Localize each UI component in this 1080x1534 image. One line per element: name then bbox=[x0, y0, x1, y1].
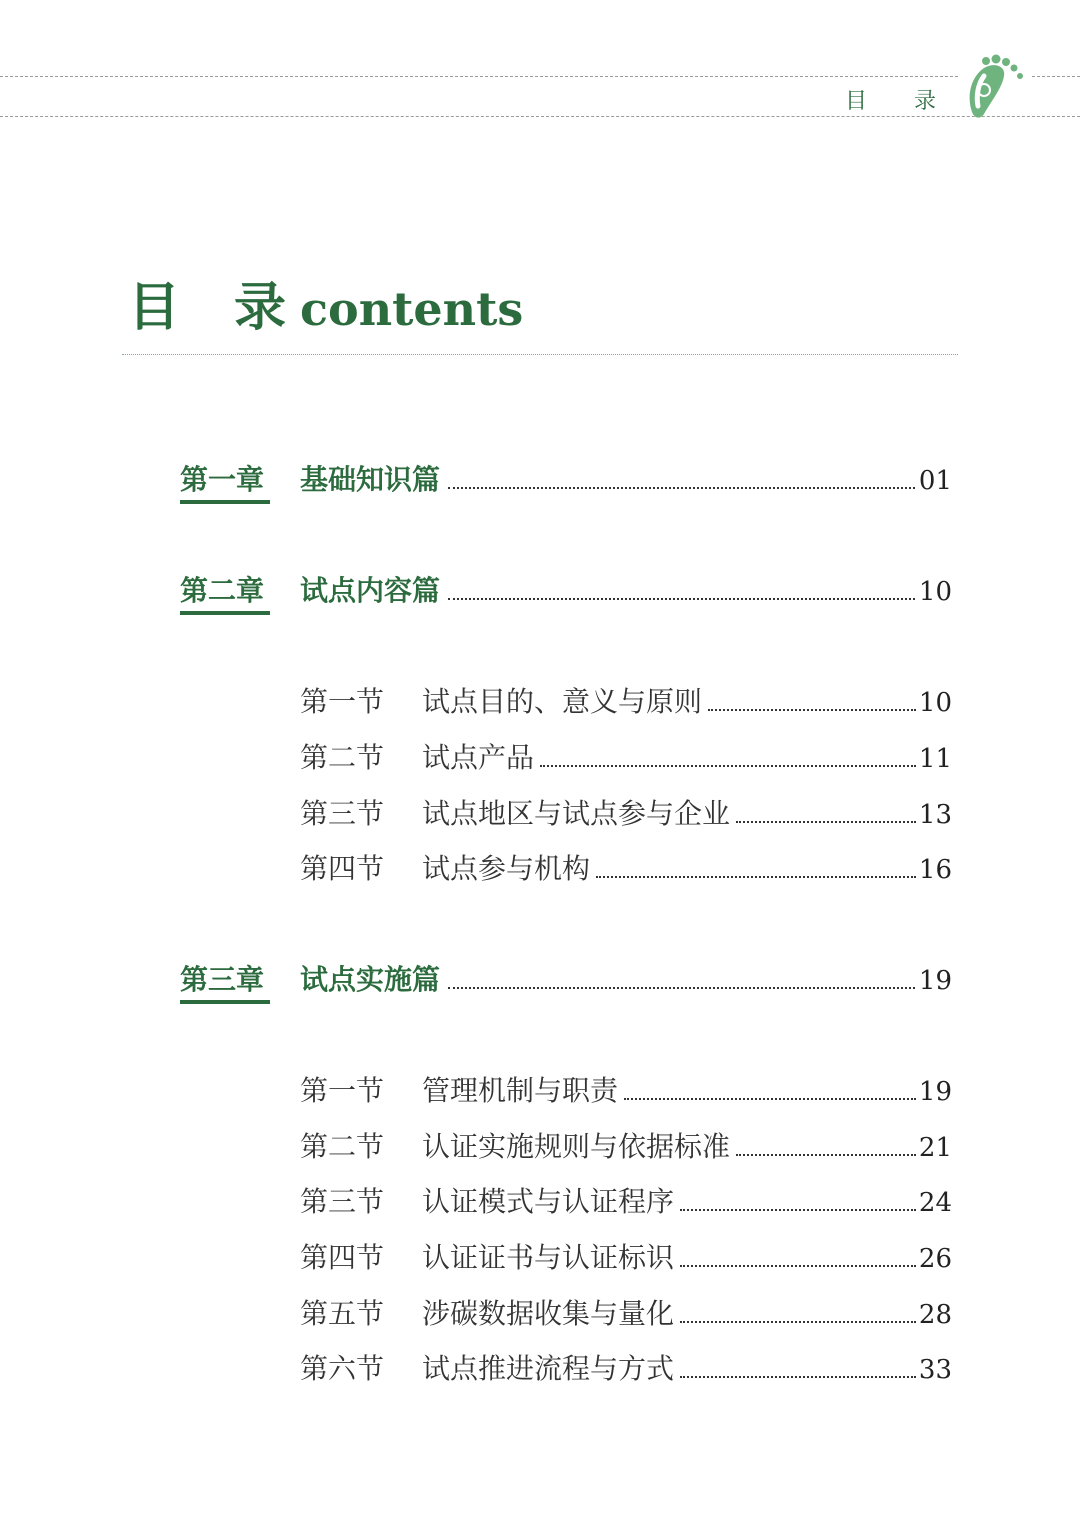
toc-chapter-2[interactable] bbox=[180, 569, 952, 609]
toc-section[interactable] bbox=[300, 680, 952, 720]
section-label: 第一节 bbox=[300, 685, 385, 718]
dot-leader bbox=[540, 765, 916, 767]
section-page: 13 bbox=[918, 800, 952, 830]
header-label: 目 录 bbox=[845, 89, 956, 114]
section-page: 10 bbox=[918, 688, 952, 718]
dot-leader bbox=[708, 709, 916, 711]
chapter-page: 10 bbox=[918, 577, 952, 607]
section-page: 28 bbox=[918, 1300, 952, 1330]
chapter-title: 试点实施篇 bbox=[300, 963, 441, 996]
footprint-logo-icon bbox=[962, 54, 1028, 124]
header-rule-bottom bbox=[0, 116, 1080, 117]
section-label: 第六节 bbox=[300, 1352, 385, 1385]
section-label: 第二节 bbox=[300, 1130, 385, 1163]
section-title: 试点参与机构 bbox=[422, 852, 591, 885]
dot-leader bbox=[736, 1154, 916, 1156]
chapter-page: 19 bbox=[918, 966, 952, 996]
section-label: 第二节 bbox=[300, 741, 385, 774]
title-part-2: 录 bbox=[234, 277, 287, 338]
dot-leader bbox=[448, 487, 915, 489]
section-label: 第一节 bbox=[300, 1074, 385, 1107]
title-part-1: 目 bbox=[128, 277, 181, 338]
dot-leader bbox=[680, 1265, 916, 1267]
section-title: 涉碳数据收集与量化 bbox=[422, 1297, 675, 1330]
dot-leader bbox=[596, 876, 916, 878]
toc-section[interactable] bbox=[300, 1292, 952, 1332]
section-title: 试点产品 bbox=[422, 741, 535, 774]
toc-section[interactable] bbox=[300, 1069, 952, 1109]
chapter-title: 基础知识篇 bbox=[300, 463, 441, 496]
chapter-label: 第二章 bbox=[180, 569, 300, 609]
toc-section[interactable] bbox=[300, 1180, 952, 1220]
section-label: 第三节 bbox=[300, 797, 385, 830]
chapter-title: 试点内容篇 bbox=[300, 574, 441, 607]
chapter-page: 01 bbox=[918, 466, 952, 496]
toc-chapter-3[interactable] bbox=[180, 958, 952, 998]
section-label: 第四节 bbox=[300, 852, 385, 885]
section-title: 认证实施规则与依据标准 bbox=[422, 1130, 731, 1163]
section-title: 试点推进流程与方式 bbox=[422, 1352, 675, 1385]
page-title bbox=[128, 277, 524, 338]
section-label: 第三节 bbox=[300, 1185, 385, 1218]
section-page: 24 bbox=[918, 1188, 952, 1218]
section-page: 19 bbox=[918, 1077, 952, 1107]
dot-leader bbox=[448, 598, 915, 600]
toc-section[interactable] bbox=[300, 1236, 952, 1276]
dot-leader bbox=[448, 987, 915, 989]
section-page: 21 bbox=[918, 1133, 952, 1163]
toc-chapter-1[interactable] bbox=[180, 458, 952, 498]
toc-section[interactable] bbox=[300, 1347, 952, 1387]
header-rule-top-left bbox=[0, 76, 958, 77]
toc-section[interactable] bbox=[300, 736, 952, 776]
dot-leader bbox=[680, 1376, 916, 1378]
dot-leader bbox=[680, 1321, 916, 1323]
section-page: 16 bbox=[918, 855, 952, 885]
section-page: 11 bbox=[918, 744, 952, 774]
section-label: 第五节 bbox=[300, 1297, 385, 1330]
toc-section[interactable] bbox=[300, 847, 952, 887]
toc-section[interactable] bbox=[300, 1125, 952, 1165]
section-page: 26 bbox=[918, 1244, 952, 1274]
dot-leader bbox=[680, 1209, 916, 1211]
dot-leader bbox=[736, 821, 916, 823]
toc-section[interactable] bbox=[300, 792, 952, 832]
section-page: 33 bbox=[918, 1355, 952, 1385]
title-part-3: contents bbox=[300, 282, 524, 336]
header-rule-top-right bbox=[1032, 76, 1080, 77]
title-divider bbox=[122, 354, 958, 355]
section-title: 认证证书与认证标识 bbox=[422, 1241, 675, 1274]
dot-leader bbox=[624, 1098, 916, 1100]
chapter-label: 第三章 bbox=[180, 958, 300, 998]
section-title: 试点目的、意义与原则 bbox=[422, 685, 703, 718]
section-title: 试点地区与试点参与企业 bbox=[422, 797, 731, 830]
chapter-label: 第一章 bbox=[180, 458, 300, 498]
section-label: 第四节 bbox=[300, 1241, 385, 1274]
section-title: 认证模式与认证程序 bbox=[422, 1185, 675, 1218]
section-title: 管理机制与职责 bbox=[422, 1074, 619, 1107]
